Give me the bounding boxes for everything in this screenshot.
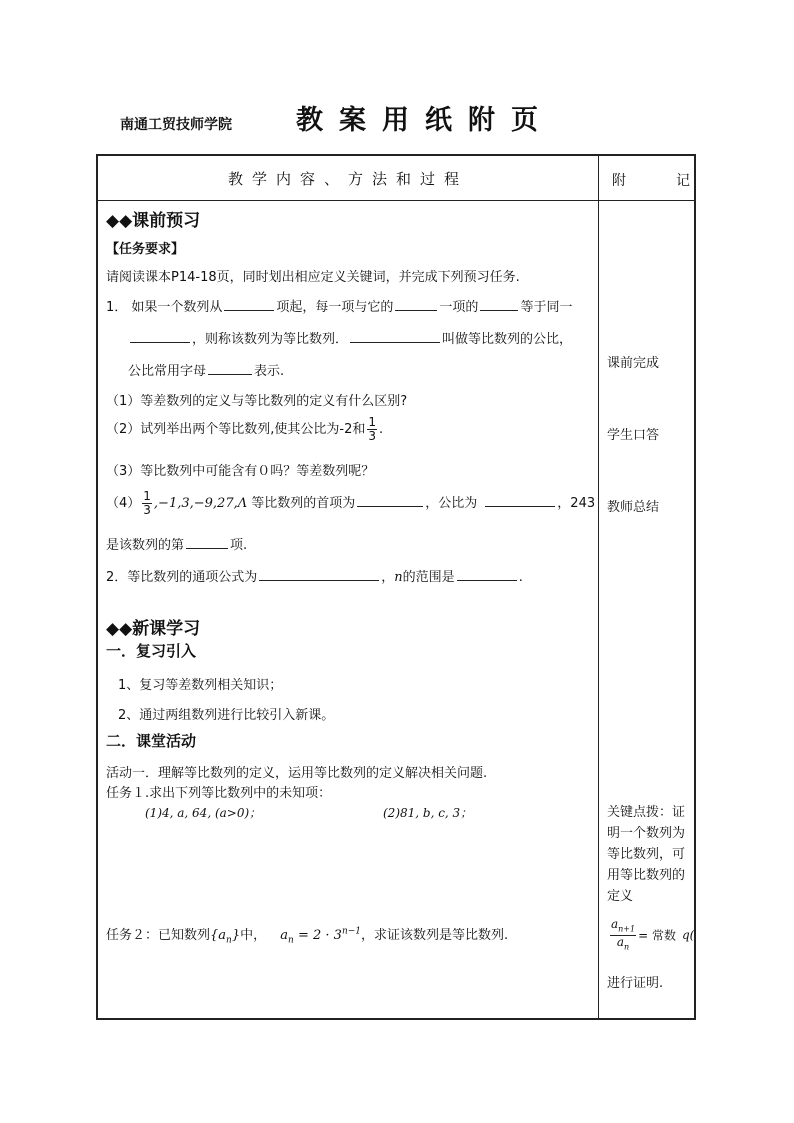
question-1-line-2 bbox=[128, 328, 572, 347]
s4-text-f: 项. bbox=[230, 538, 248, 553]
new-lesson-heading: ◆◆新课学习 bbox=[106, 619, 201, 639]
task-2-text-a: 任务２：已知数列 bbox=[106, 928, 211, 943]
seq-open: {a bbox=[210, 928, 227, 943]
fraction-one-third-seq bbox=[142, 490, 152, 517]
question-1-line-1 bbox=[106, 296, 572, 315]
task-1-problem-1: (1)4, a, 64, (a>0)； bbox=[145, 806, 262, 820]
fraction-numerator: 1 bbox=[368, 415, 377, 429]
q1-blank-4[interactable] bbox=[130, 329, 190, 343]
q2-blank-formula[interactable] bbox=[259, 567, 379, 581]
sub-question-2 bbox=[106, 416, 383, 443]
side-note-key-point: 关键点拨：证明一个数列为等比数列，可用等比数列的定义 bbox=[607, 805, 686, 904]
general-term-formula bbox=[280, 926, 362, 946]
q1-blank-5[interactable] bbox=[350, 329, 440, 343]
side-note-prove: 进行证明. bbox=[607, 976, 664, 991]
ratio-numerator bbox=[610, 918, 636, 936]
q1-text-e: ，则称该数列为等比数列． bbox=[192, 332, 349, 347]
q2-text-b: 的范围是 bbox=[402, 570, 455, 585]
q1-blank-6[interactable] bbox=[208, 361, 252, 375]
s4-text-d: ，243 bbox=[557, 496, 596, 511]
school-name: 南通工贸技师学院 bbox=[120, 117, 232, 133]
ratio-equals-constant: = 常数 bbox=[638, 928, 676, 943]
task-1: 任务１.求出下列等比数列中的未知项： bbox=[106, 786, 332, 801]
q1-blank-3[interactable] bbox=[480, 297, 518, 311]
question-2: 2．等比数列的通项公式为 ，n的范围是 . bbox=[106, 566, 523, 585]
seq-close: } bbox=[231, 928, 241, 943]
q1-blank-2[interactable] bbox=[395, 297, 437, 311]
page-title: 教案用纸附页 bbox=[296, 105, 554, 136]
question-1-line-3 bbox=[128, 360, 284, 379]
q2-text-c: . bbox=[518, 570, 523, 585]
q1-text-d: 等于同一 bbox=[520, 300, 573, 315]
ratio-num-sub: n+1 bbox=[618, 924, 636, 934]
activity-1: 活动一．理解等比数列的定义，运用等比数列的定义解决相关问题. bbox=[106, 766, 488, 781]
s4-blank-first-term[interactable] bbox=[357, 493, 423, 507]
s4-blank-ratio[interactable] bbox=[485, 493, 555, 507]
s2-text-a: （2）试列举出两个等比数列,使其公比为-2和 bbox=[106, 422, 366, 437]
q2-text-a: 2．等比数列的通项公式为 bbox=[106, 570, 258, 585]
part-1-item-2: 2、通过两组数列进行比较引入新课。 bbox=[118, 708, 335, 723]
preview-intro: 请阅读课本P14-18页，同时划出相应定义关键词，并完成下列预习任务. bbox=[106, 270, 520, 285]
s4-text-a: （4） bbox=[106, 496, 141, 511]
q2-blank-range[interactable] bbox=[457, 567, 517, 581]
side-note-summary: 教师总结 bbox=[607, 500, 660, 515]
ratio-q: q( bbox=[681, 928, 695, 943]
sub-question-4-line-2 bbox=[106, 534, 247, 553]
s4-blank-term-index[interactable] bbox=[186, 535, 228, 549]
q2-variable-n: n bbox=[394, 570, 403, 585]
column-header-main: 教学内容、方法和过程 bbox=[227, 170, 468, 188]
sub-question-1: （1）等差数列的定义与等比数列的定义有什么区别? bbox=[106, 394, 408, 409]
column-divider bbox=[598, 156, 599, 1019]
q1-text-g: 公比常用字母 bbox=[128, 364, 207, 379]
q1-blank-1[interactable] bbox=[224, 297, 274, 311]
sub-question-4 bbox=[106, 490, 595, 517]
part-2-heading: 二．课堂活动 bbox=[106, 732, 197, 750]
fraction-numerator: 1 bbox=[143, 489, 151, 503]
sequence-notation bbox=[210, 928, 241, 946]
ratio-num-a: a bbox=[611, 917, 619, 931]
formula-sub: n bbox=[288, 935, 294, 946]
task-requirement-label: 【任务要求】 bbox=[106, 242, 185, 257]
s2-text-b: . bbox=[379, 422, 384, 437]
s4-text-b: 等比数列的首项为 bbox=[251, 496, 356, 511]
q1-text-h: 表示. bbox=[254, 364, 285, 379]
q1-text-f: 叫做等比数列的公比， bbox=[442, 332, 573, 347]
side-note-preview: 课前完成 bbox=[607, 356, 660, 371]
task-2 bbox=[106, 924, 508, 946]
column-header-side-b: 记 bbox=[676, 173, 690, 189]
header-divider bbox=[98, 200, 695, 201]
ratio-den-a: a bbox=[616, 935, 625, 950]
q1-text-c: 一项的 bbox=[439, 300, 479, 315]
part-1-item-1: 1、复习等差数列相关知识； bbox=[118, 678, 283, 693]
fraction-one-third bbox=[367, 416, 377, 443]
sequence-terms: ,−1,3,−9,27,Λ bbox=[153, 496, 248, 511]
ratio-den-sub: n bbox=[624, 942, 630, 952]
side-note-ratio-formula bbox=[608, 918, 694, 954]
formula-rhs: = 2 · 3 bbox=[293, 928, 342, 943]
seq-sub: n bbox=[226, 935, 232, 946]
ratio-denominator bbox=[610, 936, 636, 953]
fraction-denominator: 3 bbox=[143, 503, 151, 517]
task-2-text-b: 中， bbox=[240, 928, 267, 943]
sub-question-3: （3）等比数列中可能含有０吗？等差数列呢？ bbox=[106, 464, 375, 479]
ratio-fraction bbox=[610, 918, 636, 954]
q1-text-b: 项起，每一项与它的 bbox=[276, 300, 394, 315]
task-1-problem-2: (2)81, b, c, 3； bbox=[383, 806, 473, 820]
s4-text-e: 是该数列的第 bbox=[106, 538, 185, 553]
formula-exponent: n−1 bbox=[341, 926, 362, 937]
side-note-oral: 学生口答 bbox=[607, 428, 660, 443]
q1-text-a: 1． 如果一个数列从 bbox=[106, 300, 223, 315]
part-1-heading: 一．复习引入 bbox=[106, 642, 197, 660]
task-2-text-c: ，求证该数列是等比数列. bbox=[361, 928, 509, 943]
column-header-side-a: 附 bbox=[612, 173, 626, 189]
formula-a: a bbox=[280, 928, 289, 943]
fraction-denominator: 3 bbox=[368, 429, 377, 443]
s4-text-c: ，公比为 bbox=[425, 496, 478, 511]
preview-heading: ◆◆课前预习 bbox=[106, 211, 201, 231]
